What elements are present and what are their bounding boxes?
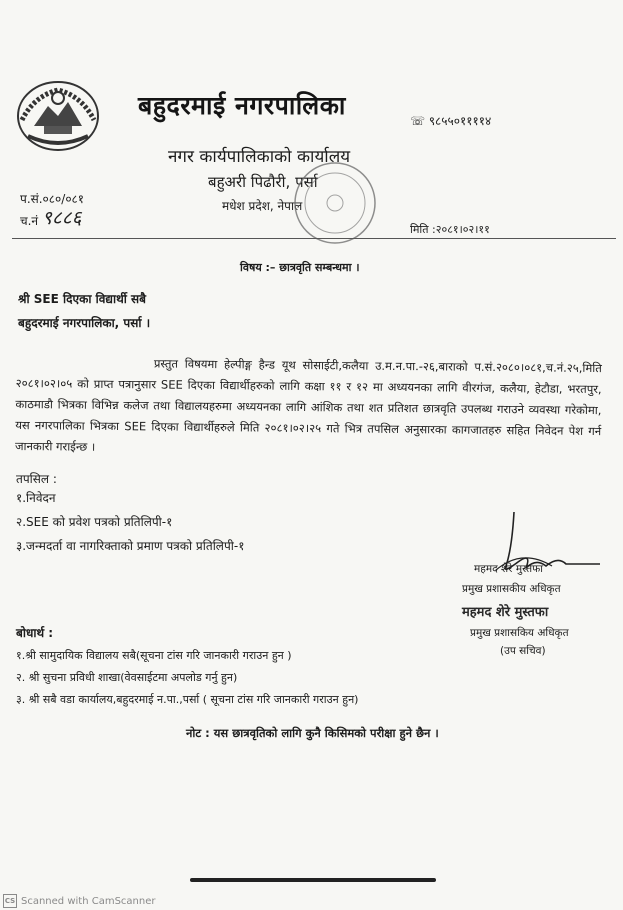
office-phone: ☏ ९८५५०११११४ xyxy=(410,114,492,128)
signatory-name: महमद शेरे मुस्तफा xyxy=(474,563,543,575)
scan-edge-shadow xyxy=(190,878,436,882)
signatory-stamp-name: महमद शेरे मुस्तफा xyxy=(462,605,549,620)
camscanner-text: Scanned with CamScanner xyxy=(21,895,156,907)
attachments-list xyxy=(16,486,244,558)
addressee-line-2: बहुदरमाई नगरपालिका, पर्सा । xyxy=(18,316,151,330)
cc-item: १.श्री सामुदायिक विद्यालय सबै(सूचना टांस गरि जानकारी गराउन हुन ) xyxy=(16,649,292,662)
letter-subject: विषय :– छात्रवृति सम्बन्धमा । xyxy=(240,261,360,274)
attachment-item: १.निवेदन xyxy=(16,491,56,505)
attachment-item: २.SEE को प्रवेश पत्रको प्रतिलिपी-१ xyxy=(16,515,173,529)
chalani-number-handwritten: ९८८६ xyxy=(42,207,82,229)
camscanner-logo-icon: CS xyxy=(3,894,17,908)
chalani-label: च.नं xyxy=(20,214,39,228)
letter-body: प्रस्तुत विषयमा हेल्पीङ्ग हैन्ड यूथ सोसाईटी,कलैया उ.म.न.पा.-२६,बाराको प.सं.२०८०।०८१,च.नं.२५,मिति २०८१।०२।०५ को प्राप्त पत्रानुसार SEE दिएका विद्यार्थीहरुको लागि कक्षा ११ र १२ मा अध्ययनका लागि वीरगंज, कलैया, हेटौडा, भरतपुर, काठमाडौ भित्रका विभिन्न कलेज तथा विद्यालयहरुमा अध्ययनका लागि आंशिक तथा शत प्रतिशत छात्रवृति उपलब्ध गराउने व्यवस्था गरेकोमा, यस नगरपालिका भित्रका SEE दिएका विद्यार्थीहरुले मिति २०८१।०२।२५ गते भित्र तपसिल अनुसारका कागजातहरु सहित निवेदन पेश गर्न जानकारी गराईन्छ । xyxy=(14,356,602,454)
reference-number: प.सं.०८०/०८१ xyxy=(20,192,85,206)
exam-note: नोट : यस छात्रवृतिको लागि कुनै किसिमको परीक्षा हुने छैन । xyxy=(186,726,439,740)
nepal-government-emblem-icon xyxy=(14,76,102,154)
office-address: बहुअरी पिढौरी, पर्सा xyxy=(208,173,318,191)
cc-item: २. श्री सुचना प्रविधी शाखा(वेवसाईटमा अपलोड गर्नु हुन) xyxy=(16,671,238,684)
header-divider xyxy=(12,238,616,239)
signatory-title: प्रमुख प्रशासकीय अधिकृत xyxy=(462,583,561,595)
attachment-item: ३.जन्मदर्ता वा नागरिक्ताको प्रमाण पत्रको प्रतिलिपी-१ xyxy=(16,539,245,553)
camscanner-watermark xyxy=(3,894,156,908)
signatory-stamp-title: प्रमुख प्रशासकिय अधिकृत xyxy=(470,627,569,639)
office-name: बहुदरमाई नगरपालिका xyxy=(138,91,346,120)
cc-list xyxy=(16,645,358,711)
office-province: मधेश प्रदेश, नेपाल xyxy=(222,199,303,213)
attachments-heading: तपसिल : xyxy=(16,472,57,486)
addressee-line-1: श्री SEE दिएका विद्यार्थी सबै xyxy=(18,292,146,306)
letter-date: मिति :२०८१।०२।११ xyxy=(410,223,490,236)
cc-item: ३. श्री सबै वडा कार्यालय,बहुदरमाई न.पा.,पर्सा ( सूचना टांस गरि जानकारी गराउन हुन) xyxy=(16,693,359,706)
signatory-stamp-rank: (उप सचिव) xyxy=(500,645,546,657)
office-round-stamp-icon xyxy=(290,158,380,248)
office-subtitle: नगर कार्यपालिकाको कार्यालय xyxy=(168,147,351,167)
cc-heading: बोधार्थ : xyxy=(16,626,54,640)
